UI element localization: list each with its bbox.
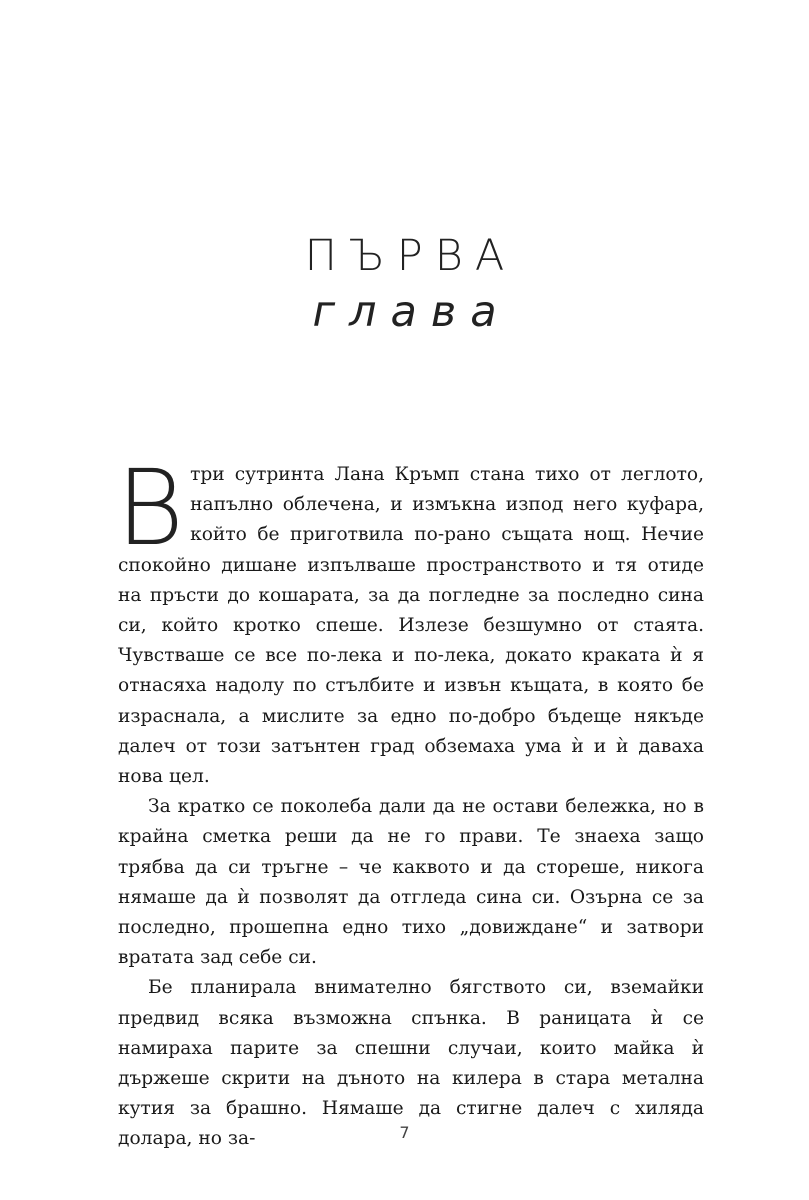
page-number: 7 [399,1123,410,1142]
paragraph: Бе планирала внимателно бягството си, вземайки предвид всяка възможна спънка. В раницата ѝ се намираха парите за спешни случаи, които майка ѝ държеше скрити на дъното на килера в стара метална кутия за брашно. Нямаше да стигне далеч с хиляда долара, но за- [118,977,704,1150]
paragraph-text: три сутринта Лана Кръмп стана тихо от леглото, напълно облечена, и измъкна изпод него куфара, който бе приготвила по-рано същата нощ. Нечие спокойно дишане изпълваше пространството и тя отиде на пръсти до кошарата, за да погледне за последно сина си, който кротко спеше. Излезе безшумно от стаята. Чувстваше се все по-лека и по-лека, докато краката ѝ я отнасяха надолу по стълбите и извън къщата, в която бе израснала, а мислите за едно по-добро бъдеще някъде далеч от този затънтен град обземаха ума ѝ и ѝ даваха нова цел. [118,464,704,788]
chapter-label: глава [312,287,511,337]
chapter-heading [0,228,809,340]
paragraph: За кратко се поколеба дали да не остави бележка, но в крайна сметка реши да не го прави. Те знаеха защо трябва да си тръгне – че каквото и да стореше, никога нямаше да ѝ позволят да отгледа сина си. Озърна се за последно, прошепна едно тихо „довиждане“ и затвори вратата зад себе си. [118,796,704,969]
chapter-number: ПЪРВА [304,231,517,281]
chapter-body [116,447,704,1155]
paragraph [116,447,704,792]
drop-cap: В [116,447,185,569]
